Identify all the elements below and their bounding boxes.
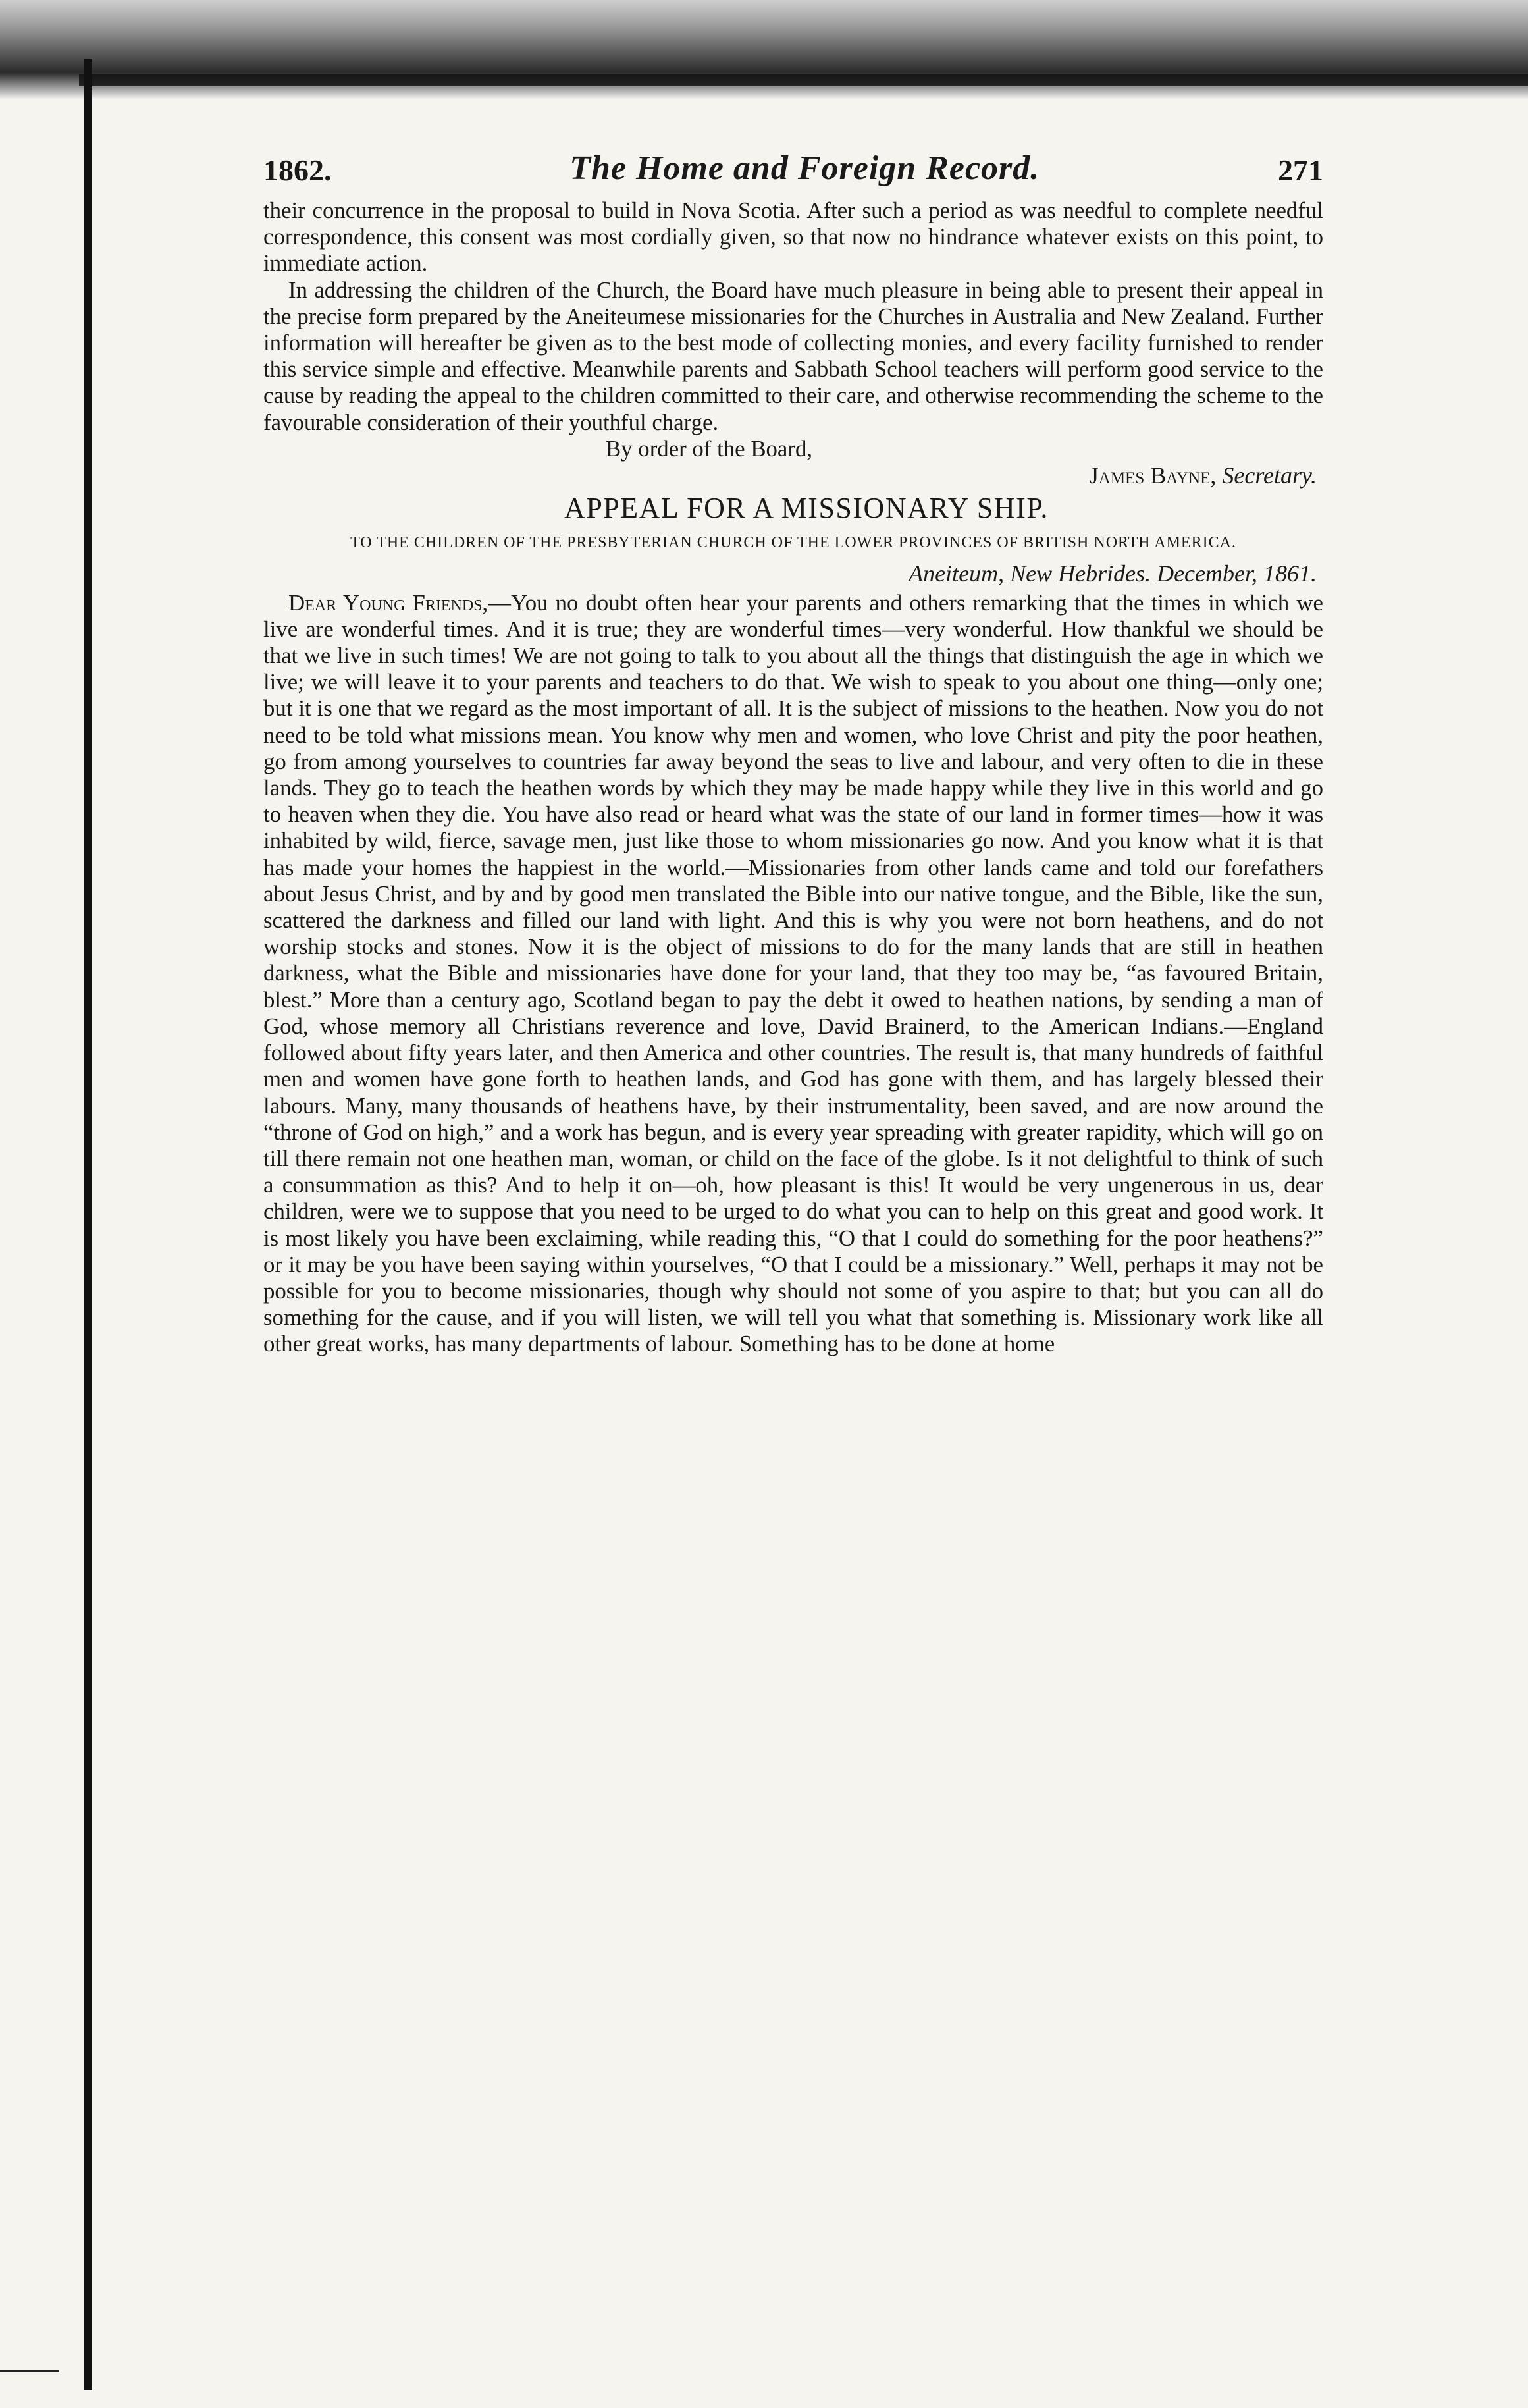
scan-bottom-mark	[0, 2370, 59, 2392]
page-body	[263, 198, 1323, 1358]
signature-name: James Bayne,	[1089, 462, 1217, 489]
appeal-dateline: Aneiteum, New Hebrides. December, 1861.	[909, 560, 1317, 587]
binding-rule	[84, 59, 92, 2390]
scan-top-border	[0, 0, 1528, 99]
signature-role: Secretary.	[1222, 462, 1317, 489]
appeal-heading: APPEAL FOR A MISSIONARY SHIP.	[564, 492, 1049, 525]
appeal-subheading: TO THE CHILDREN OF THE PRESBYTERIAN CHURCH OF THE LOWER PROVINCES OF BRITISH NORTH AMERICA.	[350, 534, 1236, 552]
appeal-letter-body	[263, 590, 1323, 1358]
header-year: 1862.	[263, 153, 332, 187]
journal-title: The Home and Foreign Record.	[569, 149, 1040, 187]
running-header	[263, 135, 1323, 188]
salutation: Dear Young Friends,	[288, 589, 488, 616]
by-order-line: By order of the Board,	[606, 435, 813, 462]
page-number: 271	[1277, 153, 1323, 187]
paragraph-continuation: their concurrence in the proposal to build in Nova Scotia. After such a period as was needful to complete needful correspondence, this consent was most cordially given, so that now no hindrance whatever exists on this point, to immediate action.	[263, 198, 1323, 277]
paragraph-board-notice: In addressing the children of the Church, the Board have much pleasure in being able to present their appeal in the precise form prepared by the Aneiteumese missionaries for the Churches in Australia and New Zealand. Further information will hereafter be given as to the best mode of collecting monies, and every facility furnished to render this service simple and effective. Meanwhile parents and Sabbath School teachers will perform good service to the cause by reading the appeal to the children committed to their care, and otherwise recommending the scheme to the favourable consideration of their youthful charge.	[263, 277, 1323, 435]
appeal-letter-text: —You no doubt often hear your parents and others remarking that the times in which we live are wonderful times. And it is true; they are wonderful times—very wonderful. How thankful we should be that we live in such times! We are not going to talk to you about all the things that distinguish the age in which we live; we will leave it to your parents and teachers to do that. We wish to speak to you about one thing—only one; but it is one that we regard as the most important of all. It is the subject of missions to the heathen. Now you do not need to be told what missions mean. You know why men and women, who love Christ and pity the poor heathen, go from among yourselves to countries far away beyond the seas to live and labour, and very often to die in these lands. They go to teach the heathen words by which they may be made happy while they live in this world and go to heaven when they die. You have also read or heard what was the state of our land in former times—how it was inhabited by wild, fierce, savage men, just like those to whom missionaries go now. And you know what it is that has made your homes the happiest in the world.—Missionaries from other lands came and told our forefathers about Jesus Christ, and by and by good men translated the Bible into our native tongue, and the Bible, like the sun, scattered the darkness and filled our land with light. And this is why you were not born heathens, and do not worship stocks and stones. Now it is the object of missions to do for the many lands that are still in heathen darkness, what the Bible and missionaries have done for your land, that they too may be, “as favoured Britain, blest.” More than a century ago, Scotland began to pay the debt it owed to heathen nations, by sending a man of God, whose memory all Christians reverence and love, David Brainerd, to the American Indians.—England followed about fifty years later, and then America and other countries. The result is, that many hundreds of faithful men and women have gone forth to heathen lands, and God has gone with them, and has largely blessed their labours. Many, many thousands of heathens have, by their instrumentality, been saved, and are now around the “throne of God on high,” and a work has begun, and is every year spreading with greater rapidity, which will go on till there remain not one heathen man, woman, or child on the face of the globe. Is it not delightful to think of such a consummation as this? And to help it on—oh, how pleasant is this! It would be very ungenerous in us, dear children, were we to suppose that you need to be urged to do what you can to help on this great and good work. It is most likely you have been exclaiming, while reading this, “O that I could do something for the poor heathens?” or it may be you have been saying within yourselves, “O that I could be a missionary.” Well, perhaps it may not be possible for you to become missionaries, though why should not some of you aspire to that; but you can all do something for the cause, and if you will listen, we will tell you what that something is. Missionary work like all other great works, has many departments of labour. Something has to be done at home	[263, 589, 1324, 1357]
signature	[263, 462, 1323, 489]
